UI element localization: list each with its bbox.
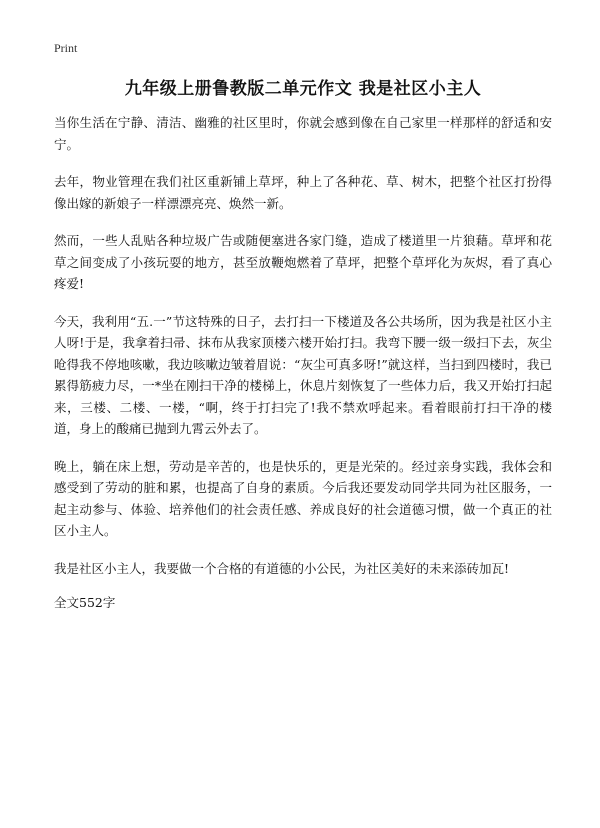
paragraph-4: 今天，我利用“五.一”节这特殊的日子，去打扫一下楼道及各公共场所，因为我是社区小主人呀!于是，我拿着扫帚、抹布从我家顶楼六楼开始打扫。我弯下腰一级一级扫下去，灰尘呛得我不停地咳嗽，我边咳嗽边皱着眉说：“灰尘可真多呀!”就这样，当扫到四楼时，我已累得筋疲力尽，一*坐在刚扫干净的楼梯上，休息片刻恢复了一些体力后，我又开始打扫起来，三楼、二楼、一楼，“啊，终于打扫完了!我不禁欢呼起来。看着眼前打扫干净的楼道，身上的酸痛已抛到九霄云外去了。: [54, 313, 552, 436]
print-link[interactable]: Print: [54, 41, 78, 55]
article-title: 九年级上册鲁教版二单元作文 我是社区小主人: [124, 79, 482, 99]
paragraph-5: 晚上，躺在床上想，劳动是辛苦的，也是快乐的，更是光荣的。经过亲身实践，我体会和感受到了劳动的脏和累，也提高了自身的素质。今后我还要发动同学共同为社区服务，一起主动参与、体验、培养他们的社会责任感、养成良好的社会道德习惯，做一个真正的社区小主人。: [54, 458, 552, 538]
paragraph-1: 当你生活在宁静、清洁、幽雅的社区里时，你就会感到像在自己家里一样那样的舒适和安宁。: [54, 115, 552, 152]
paragraph-2: 去年，物业管理在我们社区重新铺上草坪，种上了各种花、草、树木，把整个社区打扮得像出嫁的新娘子一样漂漂亮亮、焕然一新。: [54, 174, 552, 211]
paragraph-3: 然而，一些人乱贴各种垃圾广告或随便塞进各家门缝，造成了楼道里一片狼藉。草坪和花草之间变成了小孩玩耍的地方，甚至放鞭炮燃着了草坪，把整个草坪化为灰烬，看了真心疼爱!: [54, 233, 552, 291]
paragraph-6: 我是社区小主人，我要做一个合格的有道德的小公民，为社区美好的未来添砖加瓦!: [54, 560, 510, 576]
word-count: 全文552字: [54, 595, 116, 610]
